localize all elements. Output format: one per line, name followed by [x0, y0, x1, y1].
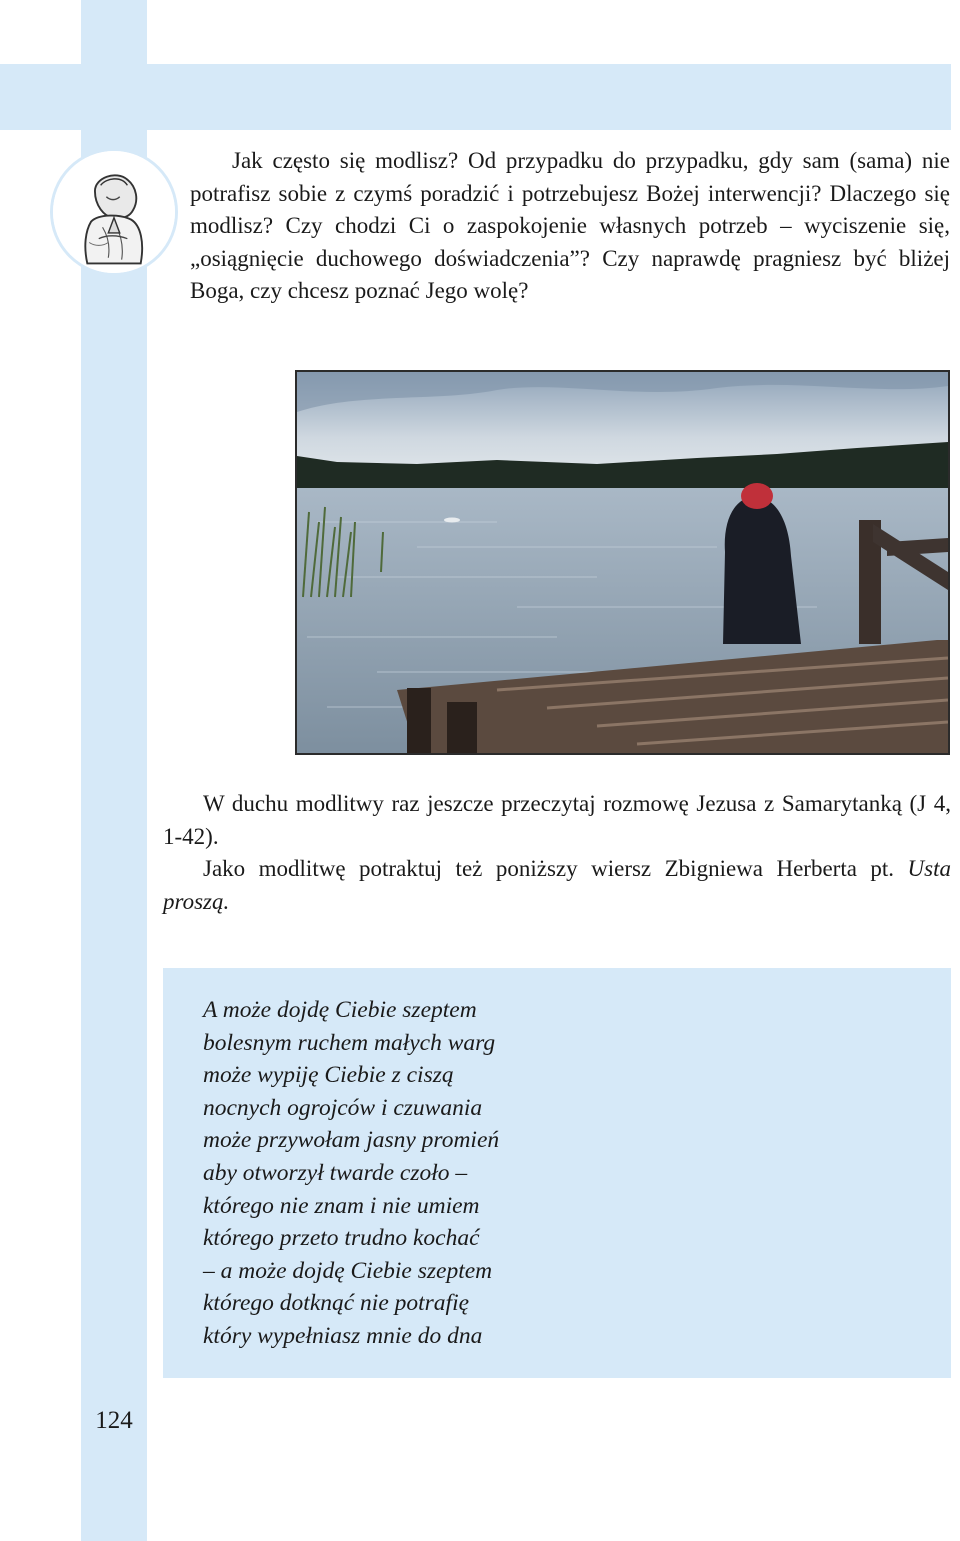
- poem-line: może wypiję Ciebie z ciszą: [203, 1062, 454, 1089]
- poem-line: bolesnym ruchem małych warg: [203, 1029, 496, 1056]
- praying-figure-icon: [50, 148, 178, 276]
- lake-photo: [295, 370, 950, 755]
- poem-title: Usta proszą.: [163, 856, 951, 914]
- poem-line: którego przeto trudno kochać: [203, 1225, 480, 1252]
- poem-line: którego dotknąć nie potrafię: [203, 1290, 470, 1317]
- poem-line: którego nie znam i nie umiem: [203, 1192, 480, 1219]
- intro-paragraph: Jak często się modlisz? Od przypadku do przypadku, gdy sam (sama) nie potrafisz sobie z czymś poradzić i potrzebujesz Bożej interwencji? Dlaczego się modlisz? Czy chodzi Ci o zaspokojenie własnych potrzeb – wyciszenie się, „osiągnięcie duchowego doświadczenia”? Czy naprawdę pragniesz być bliżej Boga, czy chcesz poznać Jego wolę?: [190, 148, 950, 303]
- reading-instruction: W duchu modlitwy raz jeszcze przeczytaj rozmowę Jezusa z Samarytanką (J 4, 1-42).: [163, 791, 951, 849]
- poem-intro: [163, 853, 951, 918]
- poem-line: aby otworzył twarde czoło –: [203, 1159, 468, 1186]
- poem-line: – a może dojdę Ciebie szeptem: [203, 1257, 493, 1284]
- poem-lines: [203, 994, 499, 1353]
- page-number: 124: [95, 1407, 133, 1434]
- poem-line: A może dojdę Ciebie szeptem: [203, 997, 477, 1023]
- poem-line: nocnych ogrojców i czuwania: [203, 1094, 483, 1121]
- poem-line: który wypełniasz mnie do dna: [203, 1322, 483, 1349]
- poem-intro-text: Jako modlitwę potraktuj też poniższy wiersz Zbigniewa Herberta pt.: [203, 856, 908, 881]
- poem-line: może przywołam jasny promień: [203, 1127, 500, 1154]
- poem-box: [163, 968, 951, 1378]
- top-header-band: [0, 64, 951, 130]
